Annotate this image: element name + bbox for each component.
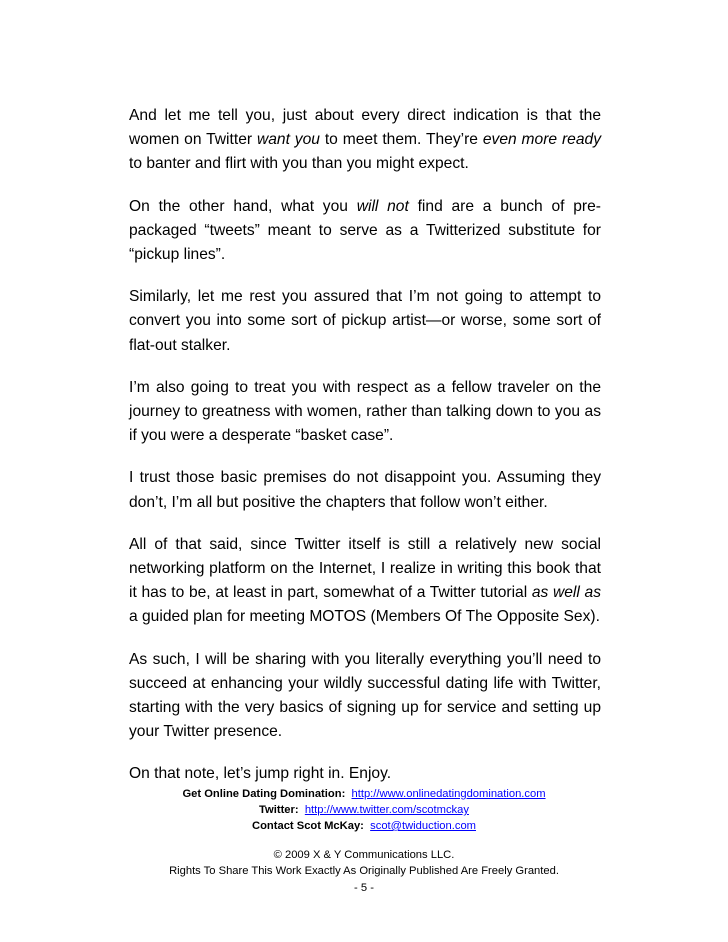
page-footer [0,786,728,879]
paragraph-1 [129,104,601,177]
paragraph-5 [129,466,601,514]
text-run: As such, I will be sharing with you literally everything you’ll need to succeed at enhancing your wildly successful dating life with Twitter, starting with the very basics of signing up for service and setting up your Twitter presence. [129,650,601,741]
emphasis-run: as well as [531,584,602,602]
emphasis-run: even more ready [482,131,601,149]
text-run: I’m also going to treat you with respect as a fellow traveler on the journey to greatness with women, rather than talking down to you as if you were a desperate “basket case”. [129,378,601,445]
footer-twitter-line [0,802,728,818]
footer-contact-line [0,818,728,834]
footer-twitter-label: Twitter: [259,804,299,816]
emphasis-run: will not [356,197,409,215]
footer-contact-email-link[interactable]: scot@twiduction.com [370,820,476,832]
footer-rights-notice: Rights To Share This Work Exactly As Originally Published Are Freely Granted. [169,865,559,877]
body-text [129,104,601,805]
text-run: On the other hand, what you [129,197,357,215]
footer-contact-label: Contact Scot McKay: [252,820,364,832]
page-number: - 5 - [354,882,374,894]
text-run: a guided plan for meeting MOTOS (Members Of The Opposite Sex). [129,608,600,626]
footer-dating-link[interactable]: http://www.onlinedatingdomination.com [351,788,546,800]
emphasis-run: want you [256,131,320,149]
text-run: find are a bunch of pre-packaged “tweets” meant to serve as a Twitterized substitute for “pickup lines”. [129,197,601,264]
paragraph-3 [129,285,601,358]
text-run: Similarly, let me rest you assured that I’m not going to attempt to convert you into some sort of pickup artist—or worse, some sort of flat-out stalker. [129,288,601,354]
paragraph-8 [129,762,601,786]
footer-copyright: © 2009 X & Y Communications LLC. [273,849,455,861]
text-run: And let me tell you, just about every direct indication is that the women on Twitter [129,107,601,149]
text-run: I trust those basic premises do not disappoint you. Assuming they don’t, I’m all but positive the chapters that follow won’t either. [129,469,601,511]
paragraph-6 [129,533,601,630]
footer-twitter-link[interactable]: http://www.twitter.com/scotmckay [304,804,469,816]
text-run: to banter and flirt with you than you might expect. [129,155,469,173]
footer-dating-label: Get Online Dating Domination: [182,788,346,800]
footer-spacer [0,834,728,847]
paragraph-7 [129,648,601,745]
paragraph-4 [129,376,601,449]
text-run: On that note, let’s jump right in. Enjoy. [129,765,392,783]
footer-dating-line [0,786,728,802]
text-run: All of that said, since Twitter itself is still a relatively new social networking platform on the Internet, I realize in writing this book that it has to be, at least in part, somewhat of a Twitter tutorial [129,535,601,602]
text-run: to meet them. They’re [319,131,483,149]
paragraph-2 [129,195,601,268]
